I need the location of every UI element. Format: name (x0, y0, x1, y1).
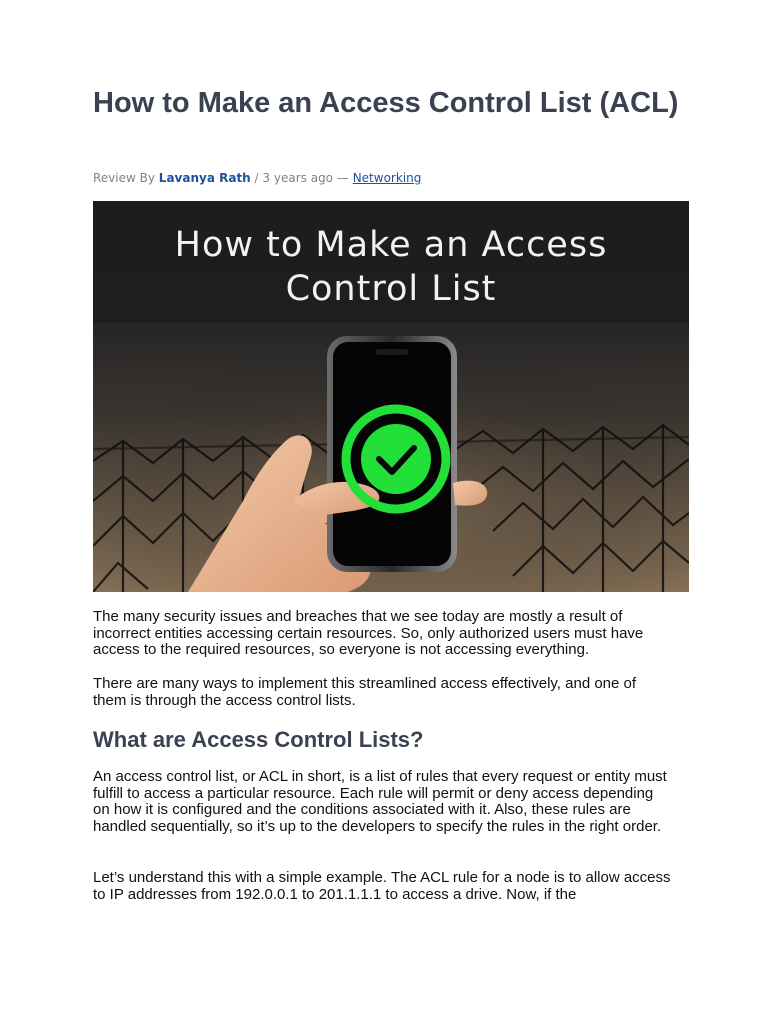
green-check-circle-icon (346, 409, 446, 509)
meta-dash: — (336, 171, 349, 185)
hero-caption (93, 223, 689, 311)
meta-time: 3 years ago (262, 171, 334, 185)
section-paragraph-2: Let’s understand this with a simple example. The ACL rule for a node is to allow access to IP addresses from 192.0.0.1 to 201.1.1.1 to access a drive. Now, if the (93, 869, 671, 903)
meta-separator: / (254, 171, 259, 185)
hero-caption-line2: Control List (285, 269, 497, 309)
intro-paragraph-2: There are many ways to implement this streamlined access effectively, and one of them is through the access control lists. (93, 675, 637, 709)
hero-caption-line1: How to Make an Access (174, 225, 608, 265)
article-meta (93, 170, 421, 186)
section-heading: What are Access Control Lists? (93, 727, 424, 752)
meta-prefix: Review By (93, 171, 155, 185)
author-link[interactable]: Lavanya Rath (158, 171, 251, 185)
category-link[interactable]: Networking (352, 171, 422, 185)
section-paragraph-1: An access control list, or ACL in short, is a list of rules that every request or entity must fulfill to access a particular resource. Each rule will permit or deny access depending on how it is configured and the conditions associated with it. Also, these rules are handled sequentially, so it’s up to the developers to specify the rules in the right order. (93, 768, 667, 836)
article-title: How to Make an Access Control List (ACL) (93, 87, 679, 119)
hero-image (93, 201, 689, 592)
intro-paragraph-1: The many security issues and breaches that we see today are mostly a result of incorrect entities accessing certain resources. So, only authorized users must have access to the required resources, so everyone is not accessing everything. (93, 608, 644, 659)
